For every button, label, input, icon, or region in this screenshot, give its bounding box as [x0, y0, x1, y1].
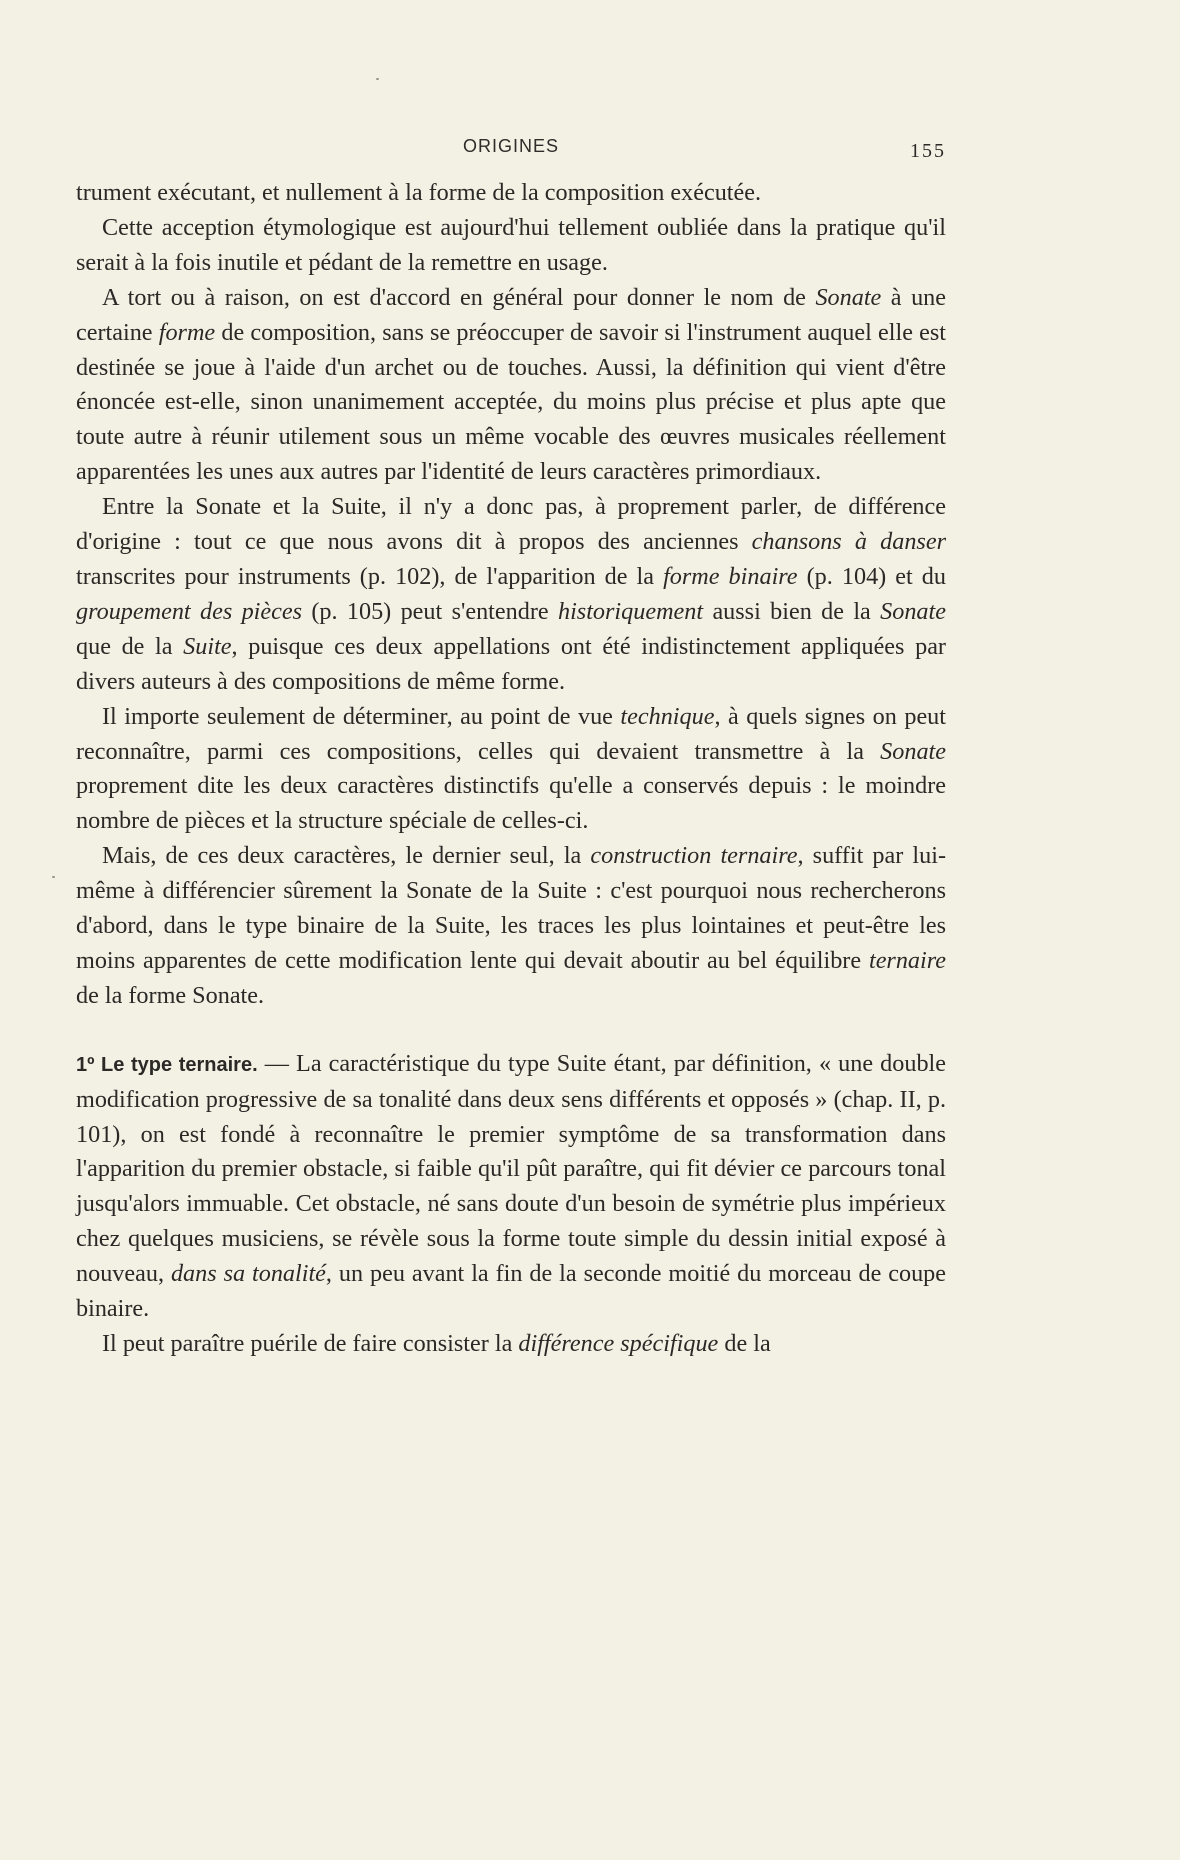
text-run: de la	[718, 1330, 771, 1357]
text-run: de la forme Sonate.	[76, 981, 265, 1009]
text-run: Mais, de ces deux caractères, le dernier seul, la	[102, 842, 591, 870]
paragraph-continuation	[76, 176, 946, 211]
text-run: , suffit par lui-même à différencier sûrement la Sonate de la Suite : c'est pourquoi nous rechercherons d'abord, dans le type binaire de la Suite, les traces les plus lointaines et peut-être les moins apparentes de cette modification lente qui devait aboutir au bel équilibre	[76, 842, 947, 974]
italic-term: groupement des pièces	[76, 597, 303, 625]
section-paragraph	[76, 1047, 946, 1327]
text-run: , à quels signes on peut reconnaître, parmi ces compositions, celles qui devaient transmettre à la	[76, 702, 946, 765]
italic-term: différence spécifique	[518, 1330, 719, 1357]
italic-term: forme binaire	[663, 562, 798, 590]
paragraph	[76, 281, 946, 490]
italic-term: Sonate	[880, 737, 946, 765]
paragraph	[76, 700, 946, 840]
heading-dash: —	[257, 1049, 297, 1077]
text-run: A tort ou à raison, on est d'accord en général pour donner le nom de	[102, 283, 816, 311]
text-run: de composition, sans se préoccuper de savoir si l'instrument auquel elle est destinée se joue à l'aide d'un archet ou de touches. Aussi, la définition qui vient d'être énoncée est-elle, sinon unanimement acceptée, du moins plus précise et plus apte que toute autre à réunir utilement sous un même vocable des œuvres musicales réellement apparentées les unes aux autres par l'identité de leurs caractères primordiaux.	[76, 318, 947, 486]
text-run: , un peu avant la fin de la seconde moitié du morceau de coupe binaire.	[76, 1260, 946, 1323]
italic-term: ternaire	[868, 946, 946, 974]
italic-term: forme	[158, 318, 216, 346]
section-heading: 1º Le type ternaire.	[76, 1053, 258, 1076]
italic-term: Sonate	[815, 283, 882, 311]
text-run: transcrites pour instruments (p. 102), de l'apparition de la	[76, 562, 664, 590]
italic-term: dans sa tonalité	[170, 1260, 326, 1288]
italic-term: historiquement	[557, 597, 704, 625]
paragraph	[76, 1327, 946, 1362]
text-run: proprement dite les deux caractères distinctifs qu'elle a conservés depuis : le moindre nombre de pièces et la structure spéciale de celles-ci.	[76, 772, 946, 835]
text-run: Il importe seulement de déterminer, au point de vue	[102, 702, 621, 730]
paragraph	[76, 211, 946, 281]
paragraph-text: Cette acception étymologique est aujourd'hui tellement oubliée dans la pratique qu'il serait à la fois inutile et pédant de la remettre en usage.	[76, 213, 946, 276]
running-title: ORIGINES	[462, 136, 559, 156]
body-text	[76, 176, 946, 1362]
text-run: La caractéristique du type Suite étant, par définition, « une double modification progressive de sa tonalité dans deux sens différents et opposés » (chap. II, p. 101), on est fondé à reconnaître le premier symptôme de sa transformation dans l'apparition du premier obstacle, si faible qu'il pût paraître, qui fit dévier ce parcours tonal jusqu'alors immuable. Cet obstacle, né sans doute d'un besoin de symétrie plus impérieux chez quelques musiciens, se révèle sous la forme toute simple du dessin initial exposé à nouveau,	[76, 1049, 946, 1288]
text-run: Entre la Sonate et la Suite, il n'y a donc pas, à proprement parler, de différence d'origine : tout ce que nous avons dit à propos des anciennes	[76, 493, 946, 556]
text-run: Il peut paraître puérile de faire consister la	[102, 1330, 519, 1357]
paragraph-text: trument exécutant, et nullement à la forme de la composition exécutée.	[76, 179, 762, 206]
text-run: aussi bien de la	[703, 597, 881, 625]
paragraph	[76, 839, 946, 1014]
text-run: , puisque ces deux appellations ont été indistinctement appliquées par divers auteurs à des compositions de même forme.	[76, 632, 946, 695]
text-run: (p. 105) peut s'entendre	[302, 597, 558, 625]
page-header	[76, 136, 946, 166]
text-run: à une certaine	[76, 283, 946, 346]
italic-term: technique	[620, 702, 715, 730]
paragraph	[76, 490, 946, 699]
paper-speck	[52, 876, 55, 878]
italic-term: Sonate	[880, 597, 946, 625]
italic-term: chansons à danser	[751, 528, 946, 556]
paper-speck	[376, 78, 379, 80]
text-run: que de la	[76, 632, 184, 660]
page-number: 155	[910, 140, 946, 162]
text-run: (p. 104) et du	[797, 562, 946, 590]
italic-term: construction ternaire	[590, 842, 798, 870]
italic-term: Suite	[183, 632, 232, 660]
